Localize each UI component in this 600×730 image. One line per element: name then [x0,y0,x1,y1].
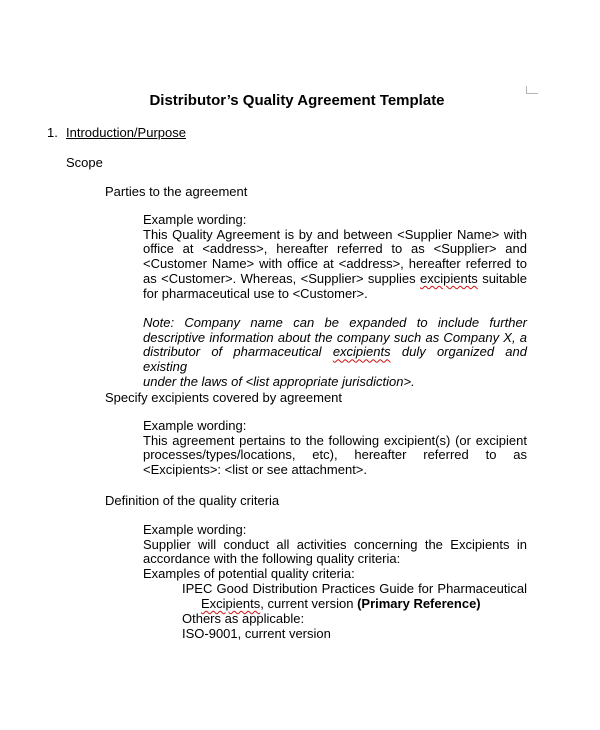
body-line: accordance with the following quality criteria: [143,551,401,567]
note-line: distributor of pharmaceutical excipients duly organized and existing [143,344,527,375]
body-line: office at <address>, hereafter referred to as <Supplier> and [143,241,527,257]
spellcheck-word: Excipients [201,596,261,611]
subheading-scope: Scope [66,155,103,170]
note-line: under the laws of <list appropriate jurisdiction>. [143,373,415,389]
note-line: descriptive information about the company such as Company X, a [143,329,527,345]
example-label: Example wording: [143,522,247,537]
item-line: IPEC Good Distribution Practices Guide for Pharmaceutical [182,581,527,596]
body-line: processes/types/locations, etc), hereafter referred to as [143,447,527,463]
spellcheck-word: excipients [420,270,478,286]
criteria-heading: Definition of the quality criteria [105,493,280,508]
body-line: Supplier will conduct all activities concerning the Excipients in [143,536,527,552]
criteria-item-ipec [182,581,527,596]
excipients-example-block [143,419,527,478]
body-line: This agreement pertains to the following excipient(s) (or excipient [143,432,527,448]
body-line: as <Customer>. Whereas, <Supplier> supplies excipients suitable [143,270,528,286]
body-line: <Excipients>: <list or see attachment>. [143,462,368,478]
note-line: Note: Company name can be expanded to include further [143,315,527,330]
parties-note-block [143,316,527,390]
example-label: Example wording: [143,212,247,227]
primary-reference: (Primary Reference) [357,596,481,611]
criteria-item-ipec-cont: Excipients, current version (Primary Reference) [201,596,481,611]
criteria-item-others: Others as applicable: [182,611,305,626]
criteria-example-block [143,523,527,582]
section-number: 1. [47,125,58,140]
parties-heading: Parties to the agreement [105,184,248,199]
document-title: Distributor’s Quality Agreement Template [149,92,445,109]
body-line: for pharmaceutical use to <Customer>. [143,285,368,301]
excipients-heading: Specify excipients covered by agreement [105,390,343,405]
example-label: Example wording: [143,418,247,433]
parties-example-block [143,213,527,301]
examples-label: Examples of potential quality criteria: [143,566,355,582]
body-line: This Quality Agreement is by and between <Supplier Name> with [143,226,527,242]
section-heading: Introduction/Purpose [66,125,186,140]
criteria-item-iso: ISO-9001, current version [182,626,331,641]
spellcheck-word: excipients [332,344,391,360]
body-line: <Customer Name> with office at <address>, hereafter referred to [143,256,527,272]
